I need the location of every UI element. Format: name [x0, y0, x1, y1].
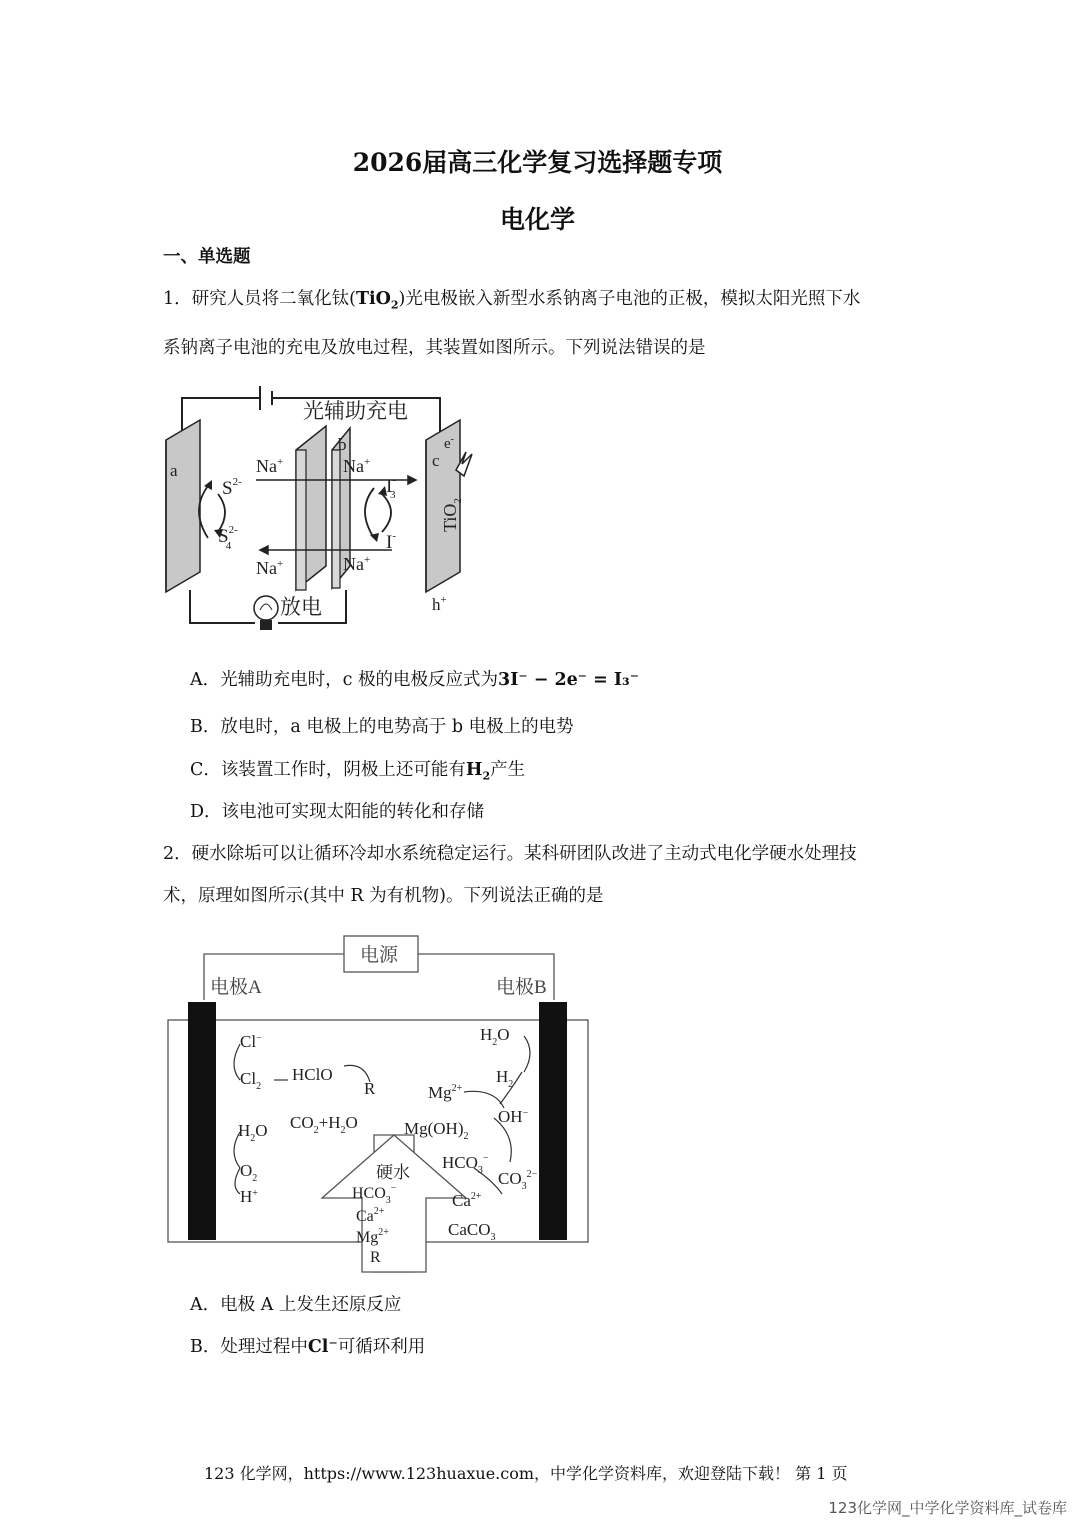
- svg-text:Na+: Na+: [343, 554, 371, 574]
- svg-text:H2: $H_2$: [496, 1067, 514, 1090]
- caco3-label: CaCO: [448, 1220, 491, 1239]
- charge-label: 光辅助充电: [303, 399, 408, 423]
- svg-text:Cl−: Cl−: [240, 1032, 262, 1051]
- svg-text:CaCO3: CaCO$_3$: [448, 1220, 496, 1243]
- q2-option-a[interactable]: A．电极 A 上发生还原反应: [190, 1295, 402, 1315]
- watermark: 123化学网_中学化学资料库_试卷库: [828, 1499, 1067, 1517]
- svg-text:H2O: $H_2O$: [480, 1025, 510, 1048]
- organic-r-label: R: [364, 1079, 376, 1098]
- oxygen-label: O: [240, 1161, 253, 1180]
- svg-text:H+: H+: [240, 1187, 258, 1206]
- mg-input-label: Mg: [356, 1229, 379, 1246]
- carbonate-label: CO: [498, 1169, 522, 1188]
- q1-stem-part2: )光电极嵌入新型水系钠离子电池的正极，模拟太阳光照下水: [398, 289, 861, 309]
- bicarbonate-label: HCO: [442, 1153, 478, 1172]
- svg-text:S2-4: $S^{2-}4$: [218, 524, 238, 552]
- chlorine-label: Cl: [240, 1069, 257, 1088]
- svg-text:S2-: $S^{2-}$: [222, 476, 242, 499]
- q2-stem-line1: 2．硬水除垢可以让循环冷却水系统稳定运行。某科研团队改进了主动式电化学硬水处理技: [163, 844, 857, 864]
- co2-label: CO: [290, 1113, 314, 1132]
- svg-text:HCO3−: $HCO_3^-$: [442, 1153, 489, 1176]
- svg-text:TiO2: TiO$_2$: [440, 498, 464, 532]
- svg-text:Mg(OH)2: $Mg(OH)_2$: [404, 1119, 469, 1142]
- tio2-formula: TiO$_2$: [355, 289, 399, 312]
- q2-stem-line2: 术，原理如图所示(其中 R 为有机物)。下列说法正确的是: [163, 886, 604, 906]
- hard-water-label: 硬水: [376, 1163, 410, 1182]
- svg-text:Na+: Na+: [256, 558, 284, 578]
- q1-option-a[interactable]: A．光辅助充电时，c 极的电极反应式为3I⁻ − 2e⁻ = I₃⁻: [190, 670, 639, 690]
- svg-text:Mg2+: $Mg^{2+}$: [428, 1083, 463, 1102]
- chloride-formula: Cl⁻: [307, 1337, 338, 1357]
- electrode-a-label: a: [170, 461, 178, 480]
- hole-label: h: [432, 595, 441, 614]
- svg-text:I-3: I-3: [386, 474, 396, 501]
- electrode-b-label: b: [338, 435, 347, 454]
- r-input-label: R: [370, 1249, 381, 1266]
- ca-input-label: Ca: [356, 1208, 374, 1225]
- chloride-label: Cl: [240, 1032, 257, 1051]
- q1-option-d[interactable]: D．该电池可实现太阳能的转化和存储: [190, 802, 485, 822]
- h2-formula: $H_2$: [465, 760, 491, 783]
- q1-stem-line1: [163, 291, 860, 311]
- hydrogen-label: H: [496, 1067, 509, 1086]
- q1-option-b[interactable]: B．放电时，a 电极上的电势高于 b 电极上的电势: [190, 717, 574, 737]
- svg-text:OH−: OH−: [498, 1107, 529, 1126]
- water-label-a: H: [238, 1121, 251, 1140]
- q2-option-b[interactable]: B．处理过程中Cl⁻可循环利用: [190, 1337, 426, 1357]
- discharge-label: 放电: [280, 595, 322, 619]
- hclo-label: HClO: [292, 1065, 333, 1084]
- na-ion-label-3: Na: [256, 558, 277, 578]
- a-equation: 3I⁻ − 2e⁻ = I₃⁻: [498, 670, 639, 690]
- document-title: 2026届高三化学复习选择题专项: [352, 148, 723, 177]
- svg-text:CO32−: $CO_3^{2-}$: [498, 1169, 538, 1192]
- svg-text:Cl2: $Cl_2$: [240, 1069, 262, 1092]
- electrode-c-label: c: [432, 451, 440, 470]
- q2-hardwater-diagram: [164, 932, 594, 1277]
- hco3-input-label: HCO: [352, 1185, 386, 1202]
- svg-text:Na+: Na+: [256, 456, 284, 476]
- power-label: 电源: [360, 945, 399, 966]
- svg-text:H2O: $H_2O$: [238, 1121, 268, 1144]
- svg-text:I-: I-: [386, 530, 396, 553]
- water-label-b: H: [480, 1025, 493, 1044]
- svg-text:Mg2+: $Mg^{2+}$: [356, 1227, 389, 1246]
- svg-text:Na+: Na+: [343, 456, 371, 476]
- document-subtitle: 电化学: [499, 205, 575, 234]
- svg-text:Ca2+: $Ca^{2+}$: [452, 1191, 482, 1210]
- electrode-b-label: 电极B: [496, 977, 547, 998]
- electron-label: e: [444, 436, 451, 452]
- tio2-electrode-label: TiO: [440, 503, 460, 532]
- ca-ion-label: Ca: [452, 1191, 471, 1210]
- proton-label: H: [240, 1187, 253, 1206]
- q1-option-c[interactable]: C．该装置工作时，阴极上还可能有$H_2$产生: [190, 760, 526, 783]
- q1-battery-diagram: [160, 380, 500, 642]
- mg-ion-label: Mg: [428, 1083, 452, 1102]
- svg-text:e-: e-: [444, 434, 455, 452]
- svg-text:h+: h+: [432, 594, 447, 614]
- polysulfide-label: S: [218, 526, 229, 547]
- svg-text:O2: $O_2$: [240, 1161, 258, 1184]
- svg-text:Ca2+: $Ca^{2+}$: [356, 1206, 385, 1225]
- iodide-label: I: [386, 532, 393, 553]
- na-ion-label-4: Na: [343, 554, 364, 574]
- q1-stem-part1: 1．研究人员将二氧化钛(: [163, 289, 356, 309]
- triiodide-label: I: [386, 476, 393, 497]
- section-heading: 一、单选题: [163, 247, 251, 267]
- q1-stem-line2: 系钠离子电池的充电及放电过程，其装置如图所示。下列说法错误的是: [163, 338, 706, 358]
- mg-hydroxide-label: Mg(OH): [404, 1119, 464, 1138]
- svg-text:CO2+H2O: $CO_2+H_2O$: [290, 1113, 358, 1136]
- svg-text:HCO3−: $HCO_3^-$: [352, 1183, 397, 1206]
- page-footer: 123 化学网，https://www.123huaxue.com，中学化学资料库，欢迎登陆下载！ 第 1 页: [204, 1464, 848, 1483]
- na-ion-label-1: Na: [256, 456, 277, 476]
- hydroxide-label: OH: [498, 1107, 523, 1126]
- electrode-a-label: 电极A: [210, 977, 262, 998]
- na-ion-label-2: Na: [343, 456, 364, 476]
- sulfide-label: S: [222, 478, 233, 499]
